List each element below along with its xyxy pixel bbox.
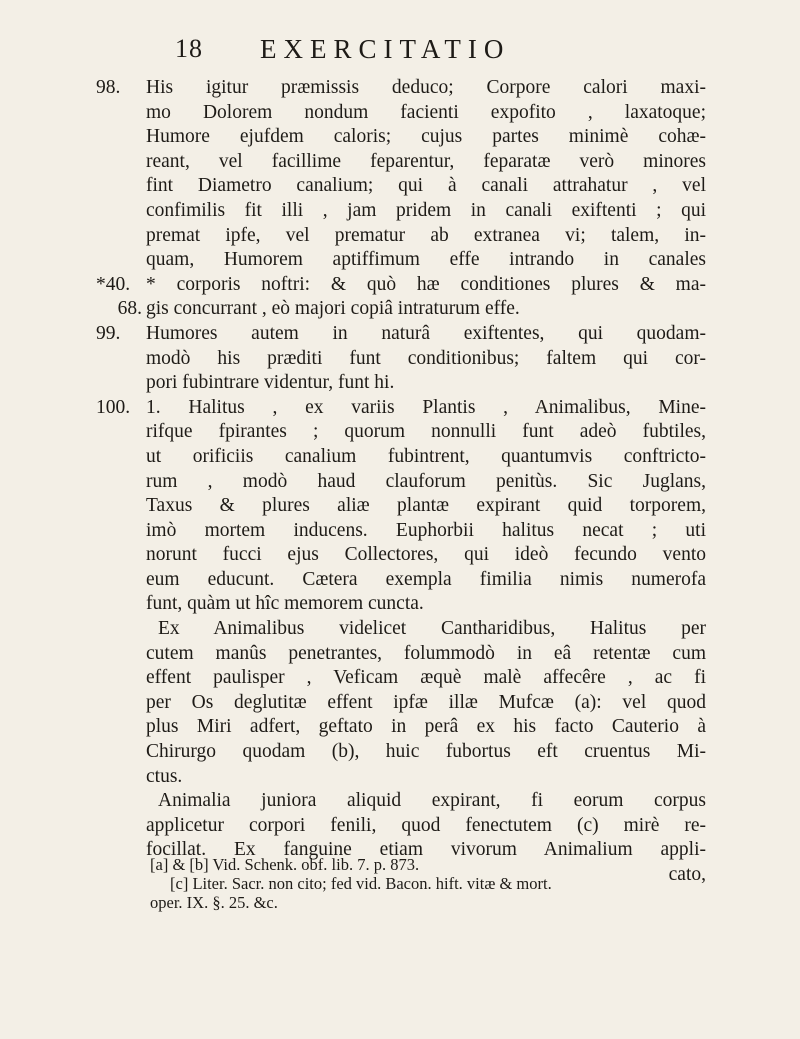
footnotes xyxy=(150,855,710,912)
text-line: reant, vel facillime feparentur, feparatæ verò minores xyxy=(146,150,706,172)
text-line: imò mortem inducens. Euphorbii halitus necat ; uti xyxy=(146,519,706,541)
footnote: [a] & [b] Vid. Schenk. obf. lib. 7. p. 873. xyxy=(150,855,420,874)
text-line: pori fubintrare videntur, funt hi. xyxy=(146,372,395,394)
paragraph-number: 99. xyxy=(96,322,121,344)
text-line: eum educunt. Cætera exempla fimilia nimis numerofa xyxy=(146,568,706,590)
text-line: Humore ejufdem caloris; cujus partes minimè cohæ- xyxy=(146,126,706,148)
text-line: Taxus & plures aliæ plantæ expirant quid torporem, xyxy=(146,495,706,517)
text-line: Animalia juniora aliquid expirant, fi eorum corpus xyxy=(158,790,706,812)
text-line: quam, Humorem aptiffimum effe intrando in canales xyxy=(146,249,706,271)
text-line: focillat. Ex fanguine etiam vivorum Animalium appli- xyxy=(146,839,706,861)
margin-note: *40. xyxy=(96,273,131,295)
footnote: [c] Liter. Sacr. non cito; fed vid. Bacon. hift. vitæ & mort. xyxy=(170,874,552,893)
text-line: plus Miri adfert, geftato in perâ ex his facto Cauterio à xyxy=(146,716,706,738)
paragraph-number: 100. xyxy=(96,396,131,418)
text-line: 100. 1. Halitus , ex variis Plantis , Animalibus, Mine- xyxy=(146,396,706,421)
text-line: per Os deglutitæ effent ipfæ illæ Mufcæ (a): vel quod xyxy=(146,691,706,713)
text-line: cutem manûs penetrantes, folummodò in eâ retentæ cum xyxy=(146,642,706,664)
text-line: mo Dolorem nondum facienti expofito , laxatoque; xyxy=(146,101,706,123)
text-line: rifque fpirantes ; quorum nonnulli funt adeò fubtiles, xyxy=(146,421,706,443)
text-line: 98. His igitur præmissis deduco; Corpore calori maxi- xyxy=(146,76,706,101)
text-line: Ex Animalibus videlicet Cantharidibus, Halitus per xyxy=(158,618,706,640)
text-line: rum , modò haud clauforum penitùs. Sic Juglans, xyxy=(146,470,706,492)
page-number: 18 xyxy=(175,34,203,63)
running-title: EXERCITATIO xyxy=(260,34,511,64)
text-line: modò his præditi funt conditionibus; faltem qui cor- xyxy=(146,347,706,369)
text-line: *40. * corporis noftri: & quò hæ conditiones plures & ma- xyxy=(146,273,706,298)
margin-note: 68. xyxy=(117,298,142,320)
text-line: ctus. xyxy=(146,765,183,787)
text-line: applicetur corpori fenili, quod fenectutem (c) mirè re- xyxy=(146,814,706,836)
text-line: confimilis fit illi , jam pridem in canali exiftenti ; qui xyxy=(146,199,706,221)
text-line: 99. Humores autem in naturâ exiftentes, qui quodam- xyxy=(146,322,706,347)
text-line: premat ipfe, vel prematur ab extranea vi; talem, in- xyxy=(146,224,706,246)
text-line: funt, quàm ut hîc memorem cuncta. xyxy=(146,593,424,615)
body-text xyxy=(96,76,706,888)
text-line: effent paulisper , Veficam æquè malè affecêre , ac fi xyxy=(146,667,706,689)
text-line: norunt fucci ejus Collectores, qui ideò fecundo vento xyxy=(146,544,706,566)
paragraph-number: 98. xyxy=(96,77,121,98)
text-line: 68. gis concurrant , eò majori copiâ intraturum effe. xyxy=(146,297,706,322)
text-line: ut orificiis canalium fubintrent, quantumvis conftricto- xyxy=(146,445,706,467)
text-line: Chirurgo quodam (b), huic fubortus eft cruentus Mi- xyxy=(146,741,706,763)
catchword: cato, xyxy=(668,864,706,885)
footnote: oper. IX. §. 25. &c. xyxy=(150,893,278,912)
text-line: fint Diametro canalium; qui à canali attrahatur , vel xyxy=(146,175,706,197)
page-header xyxy=(0,34,800,74)
